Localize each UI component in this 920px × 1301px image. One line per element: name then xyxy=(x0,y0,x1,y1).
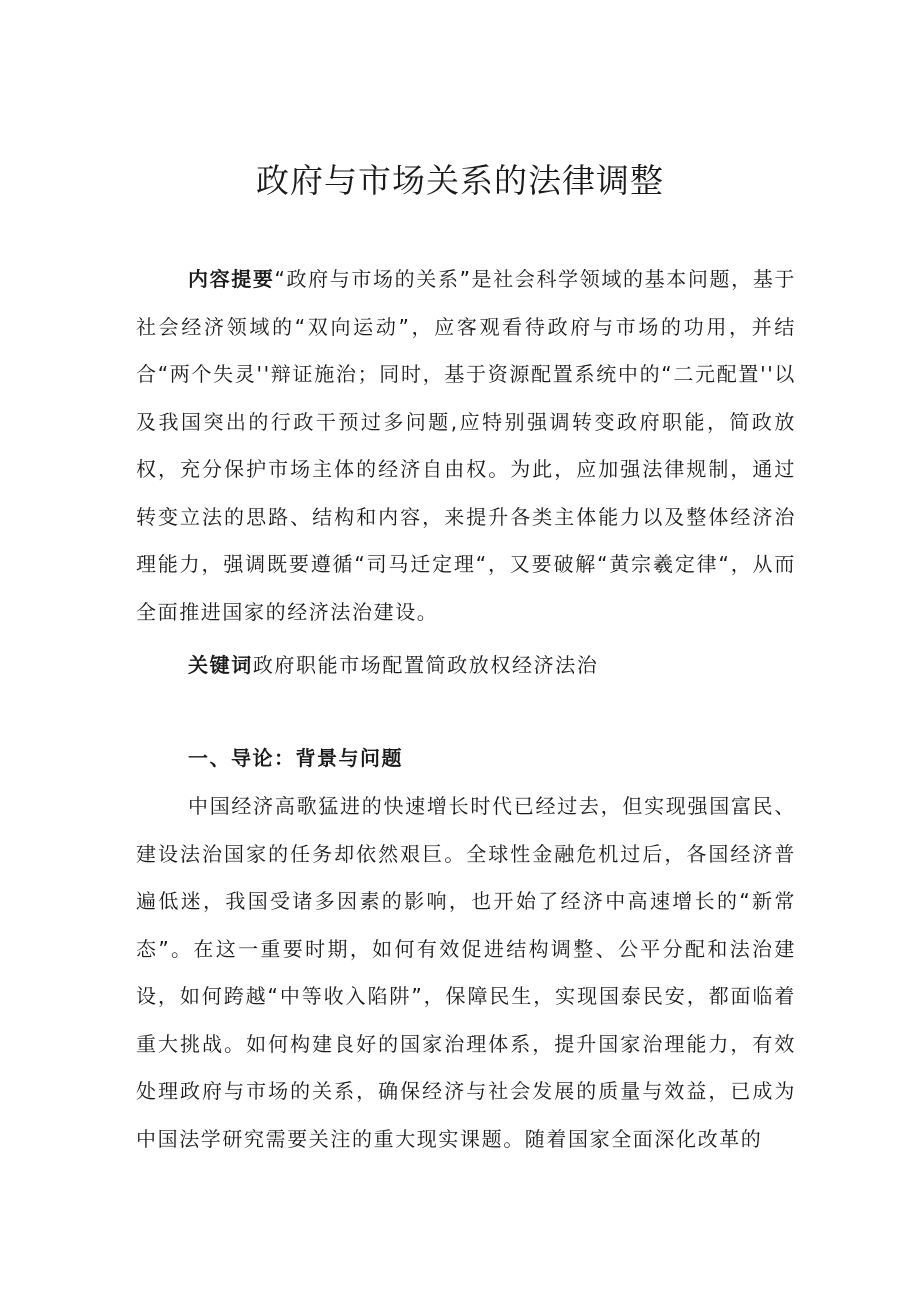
abstract-paragraph xyxy=(136,256,796,636)
keywords-paragraph xyxy=(136,642,796,690)
intro-paragraph: 中国经济高歌猛进的快速增长时代已经过去，但实现强国富民、建设法治国家的任务却依然艰巨。全球性金融危机过后，各国经济普遍低迷，我国受诸多因素的影响，也开始了经济中高速增长的“新常态”。在这一重要时期，如何有效促进结构调整、公平分配和法治建设，如何跨越“中等收入陷阱”，保障民生，实现国泰民安，都面临着重大挑战。如何构建良好的国家治理体系，提升国家治理能力，有效处理政府与市场的关系，确保经济与社会发展的质量与效益，已成为中国法学研究需要关注的重大现实课题。随着国家全面深化改革的 xyxy=(136,794,796,1151)
abstract-label: 内容提要 xyxy=(188,267,275,291)
keywords-text: 政府职能市场配置简政放权经济法治 xyxy=(252,653,599,677)
section-heading: 一、导论：背景与问题 xyxy=(188,746,403,770)
document-title: 政府与市场关系的法律调整 xyxy=(256,161,664,200)
abstract-text: “政府与市场的关系”是社会科学领域的基本问题，基于社会经济领域的“双向运动”，应客观看待政府与市场的功用，并结合“两个失灵''辩证施治；同时，基于资源配置系统中的“二元配置''以及我国突出的行政干预过多问题,应特别强调转变政府职能，简政放权，充分保护市场主体的经济自由权。为此，应加强法律规制，通过转变立法的思路、结构和内容，来提升各类主体能力以及整体经济治理能力，强调既要遵循“司马迁定理“，又要破解“黄宗羲定律“，从而全面推进国家的经济法治建设。 xyxy=(136,267,796,624)
keywords-label: 关键词 xyxy=(188,653,253,677)
